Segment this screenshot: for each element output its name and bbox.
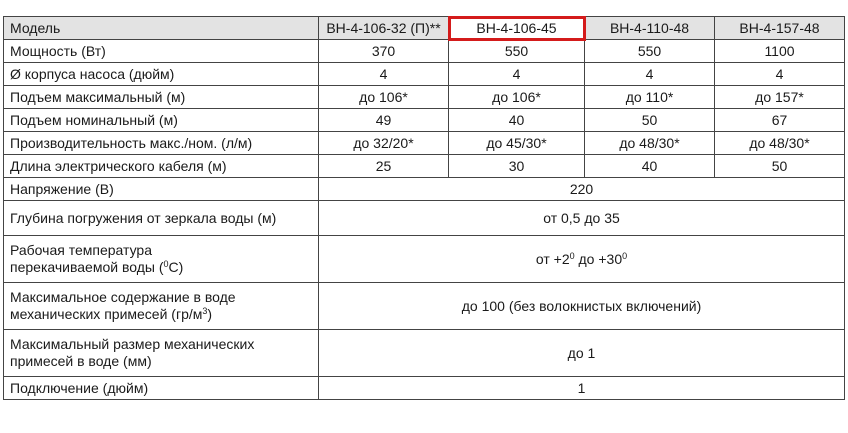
spec-value: 1100 [715, 40, 845, 63]
spec-row-nominal-lift [4, 109, 845, 132]
spec-row-voltage [4, 178, 845, 201]
spec-label: Мощность (Вт) [4, 40, 319, 63]
temp-to: до +30 [574, 250, 623, 267]
spec-value: до 48/30* [715, 132, 845, 155]
spec-value: 550 [585, 40, 715, 63]
model-2-highlighted: ВН-4-106-45 [449, 17, 585, 40]
model-1: ВН-4-106-32 (П)** [319, 17, 449, 40]
label-line: механических примесей (гр/м [10, 306, 203, 322]
spec-label: Подъем максимальный (м) [4, 86, 319, 109]
spec-label: Подъем номинальный (м) [4, 109, 319, 132]
spec-value: до 106* [319, 86, 449, 109]
spec-row-diameter [4, 63, 845, 86]
spec-value: 4 [319, 63, 449, 86]
label-line: Рабочая температура [10, 242, 152, 258]
label-line: Максимальный размер механических [10, 336, 255, 352]
spec-value: до 157* [715, 86, 845, 109]
label-line: примесей в воде (мм) [10, 353, 152, 369]
spec-value: 4 [715, 63, 845, 86]
spec-value: до 106* [449, 86, 585, 109]
model-label: Модель [4, 17, 319, 40]
spec-row-temperature [4, 236, 845, 283]
spec-row-power [4, 40, 845, 63]
label-line: Максимальное содержание в воде [10, 289, 236, 305]
degree-sup: 0 [622, 250, 628, 261]
spec-label [4, 283, 319, 330]
spec-row-impurities-content [4, 283, 845, 330]
spec-row-max-lift [4, 86, 845, 109]
spec-value: до 45/30* [449, 132, 585, 155]
model-3: ВН-4-110-48 [585, 17, 715, 40]
spec-label: Длина электрического кабеля (м) [4, 155, 319, 178]
spec-row-depth [4, 201, 845, 236]
spec-value-shared: 1 [319, 377, 845, 400]
spec-value: 30 [449, 155, 585, 178]
label-line: перекачиваемой воды ( [10, 259, 164, 275]
spec-value-shared: от 0,5 до 35 [319, 201, 845, 236]
spec-row-connection [4, 377, 845, 400]
cube-sup: 3 [202, 306, 208, 316]
spec-label [4, 236, 319, 283]
spec-value: до 48/30* [585, 132, 715, 155]
spec-row-cable [4, 155, 845, 178]
spec-label: Подключение (дюйм) [4, 377, 319, 400]
model-4: ВН-4-157-48 [715, 17, 845, 40]
spec-row-capacity [4, 132, 845, 155]
spec-label: Ø корпуса насоса (дюйм) [4, 63, 319, 86]
spec-label [4, 330, 319, 377]
spec-value-shared: до 100 (без волокнистых включений) [319, 283, 845, 330]
spec-value: 40 [585, 155, 715, 178]
spec-label: Производительность макс./ном. (л/м) [4, 132, 319, 155]
spec-value-shared: 220 [319, 178, 845, 201]
spec-value: 4 [585, 63, 715, 86]
degree-sup: 0 [569, 250, 575, 261]
spec-label: Напряжение (В) [4, 178, 319, 201]
spec-value: 49 [319, 109, 449, 132]
spec-value: 50 [585, 109, 715, 132]
spec-value: 550 [449, 40, 585, 63]
spec-value: 50 [715, 155, 845, 178]
spec-value-shared: до 1 [319, 330, 845, 377]
spec-value: 25 [319, 155, 449, 178]
spec-value: 4 [449, 63, 585, 86]
spec-value: до 32/20* [319, 132, 449, 155]
spec-value: до 110* [585, 86, 715, 109]
spec-value: 67 [715, 109, 845, 132]
spec-value-shared [319, 236, 845, 283]
label-unit: C) [168, 259, 184, 275]
spec-value: 370 [319, 40, 449, 63]
temp-from: от +2 [535, 250, 570, 267]
spec-value: 40 [449, 109, 585, 132]
label-end: ) [207, 306, 213, 322]
model-row [4, 17, 845, 40]
spec-table [3, 16, 845, 400]
spec-row-impurities-size [4, 330, 845, 377]
degree-sup: 0 [163, 259, 169, 269]
spec-label: Глубина погружения от зеркала воды (м) [4, 201, 319, 236]
